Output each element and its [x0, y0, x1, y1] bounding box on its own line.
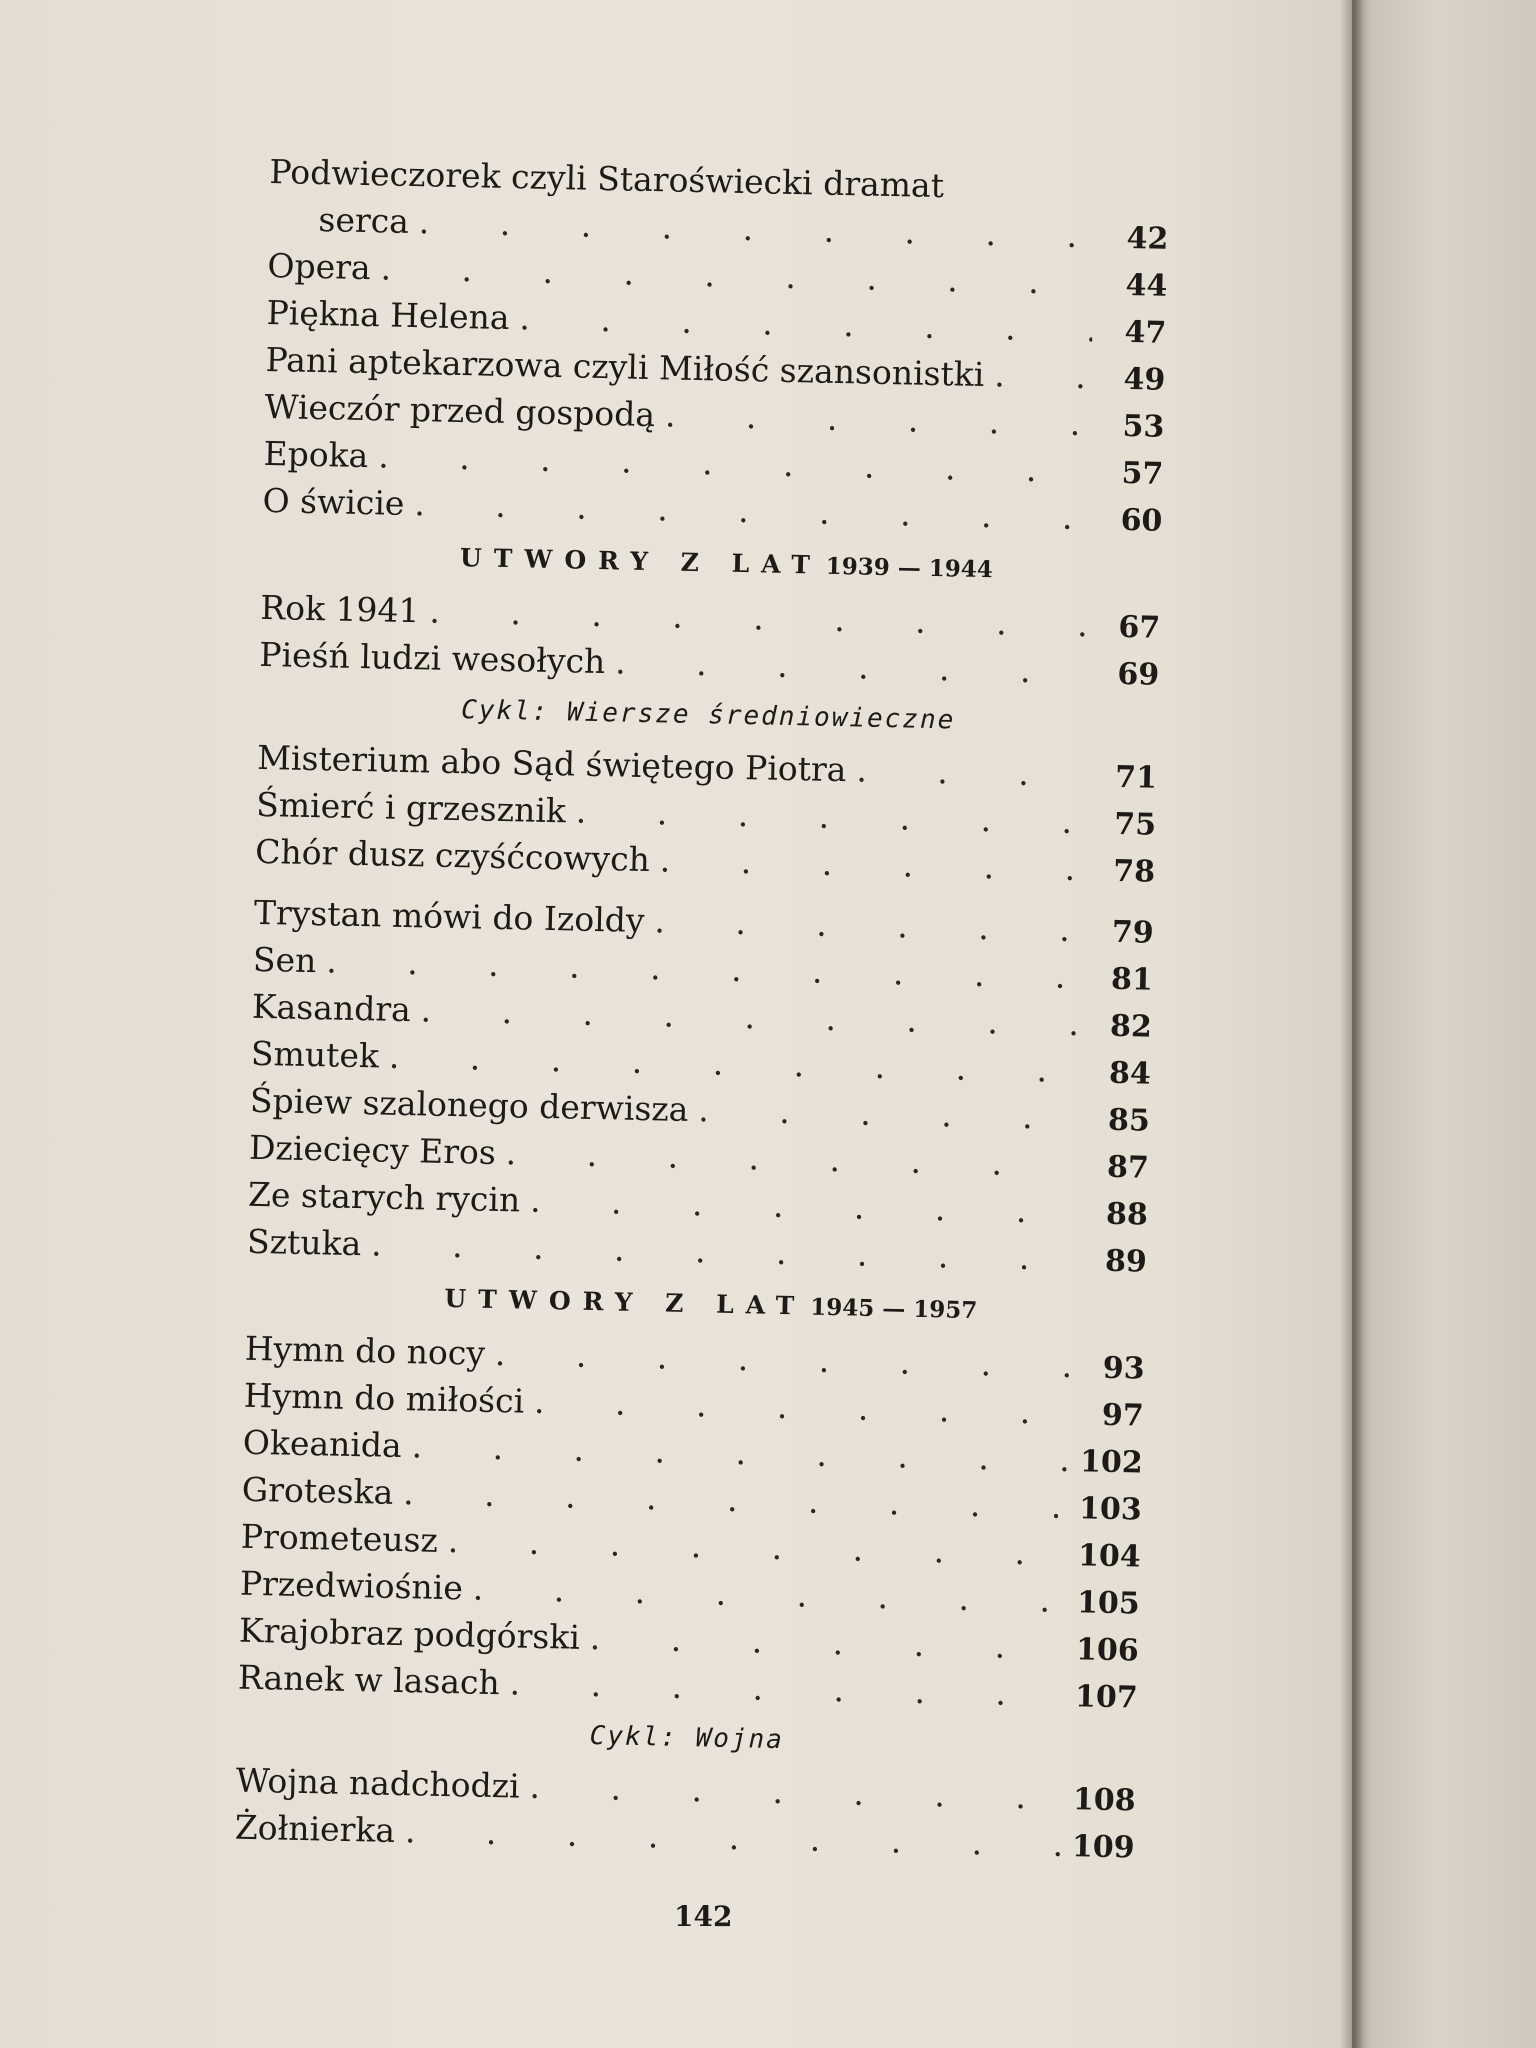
toc-group [262, 195, 1169, 543]
entry-title: Prometeusz [240, 1516, 439, 1560]
entry-title: Opera [267, 245, 372, 288]
entry-page-number: 71 [1114, 759, 1158, 796]
entry-title: Ranek w lasach [237, 1657, 501, 1703]
toc-group [255, 734, 1158, 894]
entry-page-number: 105 [1076, 1585, 1141, 1622]
entry-title: Smutek [250, 1033, 380, 1076]
entry-page-number: 75 [1113, 806, 1157, 843]
section-years: 1945 — 1957 [810, 1293, 978, 1325]
entry-page-number: 109 [1071, 1829, 1135, 1866]
entry-page-number: 53 [1122, 408, 1165, 445]
entry-title: Groteska [241, 1469, 394, 1512]
entry-page-number: 104 [1077, 1538, 1142, 1575]
entry-page-number: 85 [1107, 1102, 1151, 1139]
entry-page-number: 67 [1118, 609, 1161, 646]
entry-page-number: 60 [1120, 502, 1163, 539]
entry-title: Przedwiośnie [239, 1563, 464, 1608]
entry-page-number: 89 [1104, 1243, 1148, 1280]
entry-page-number: 81 [1110, 961, 1154, 998]
toc-entry-title-line: Podwieczorek czyli Staroświecki dramat [269, 151, 945, 206]
entry-title: O świcie [262, 480, 405, 523]
cycle-heading: Cykl: Wiersze średniowieczne [460, 695, 956, 736]
entry-title: Wieczór przed gospodą [264, 386, 656, 435]
entry-page-number: 88 [1105, 1196, 1149, 1233]
entry-title: Pieśń ludzi wesołych [258, 634, 606, 682]
entry-title: Piękna Helena [266, 292, 510, 338]
entry-page-number: 103 [1078, 1491, 1143, 1528]
entry-title: Rok 1941 [259, 587, 420, 631]
toc-group [247, 889, 1155, 1284]
entry-title: Sztuka [246, 1221, 362, 1264]
entry-title: serca [318, 200, 410, 241]
entry-page-number: 93 [1102, 1350, 1145, 1387]
entry-title: Śpiew szalonego derwisza [249, 1080, 689, 1129]
toc-group [234, 1757, 1136, 1870]
entry-title: Ze starych rycin [247, 1174, 521, 1220]
toc-group [259, 584, 1161, 697]
entry-title: Hymn do nocy [244, 1328, 486, 1373]
entry-page-number: 82 [1109, 1008, 1153, 1045]
entry-page-number: 78 [1112, 853, 1156, 890]
entry-title: Hymn do miłości [243, 1375, 525, 1421]
entry-title: Krajobraz podgórski [238, 1610, 581, 1657]
entry-page-number: 102 [1079, 1444, 1144, 1481]
dot-leader [698, 1086, 1076, 1141]
entry-title: Chór dusz czyśćcowych [254, 831, 651, 880]
entry-title: Kasandra [251, 986, 412, 1030]
entry-page-number: 108 [1072, 1782, 1136, 1819]
dot-leader [659, 836, 1081, 892]
toc-group [237, 1325, 1145, 1720]
entry-title: Wojna nadchodzi [235, 1760, 521, 1806]
entry-page-number: 97 [1101, 1397, 1145, 1434]
cycle-heading: Cykl: Wojna [589, 1721, 785, 1756]
section-label: UTWORY Z LAT [444, 1283, 807, 1321]
dot-leader [856, 746, 1084, 798]
entry-title: Okeanida [242, 1422, 403, 1466]
dot-leader [994, 351, 1092, 400]
entry-page-number: 49 [1123, 361, 1166, 398]
section-label: UTWORY Z LAT [459, 543, 823, 580]
entry-title: Dziecięcy Eros [248, 1127, 497, 1172]
entry-title: Trystan mówi do Izoldy [253, 892, 645, 941]
facing-page [1352, 0, 1536, 2048]
entry-title: Epoka [263, 433, 369, 476]
page-number: 142 [674, 1900, 733, 1933]
entry-page-number: 79 [1111, 914, 1155, 951]
entry-title: Śmierć i grzesznik [255, 784, 567, 831]
book-gutter [1340, 0, 1364, 2048]
entry-page-number: 44 [1125, 267, 1168, 304]
entry-title: Sen [252, 939, 317, 981]
entry-title: Żołnierka [234, 1807, 396, 1850]
entry-page-number: 57 [1121, 455, 1164, 492]
entry-page-number: 106 [1075, 1632, 1140, 1669]
entry-page-number: 87 [1106, 1149, 1150, 1186]
entry-title: Pani aptekarzowa czyli Miłość szansonistki [265, 339, 985, 395]
table-of-contents [234, 148, 1169, 1869]
entry-page-number: 69 [1117, 656, 1160, 693]
section-years: 1939 — 1944 [825, 552, 994, 584]
entry-title: Misterium abo Sąd świętego Piotra [256, 737, 847, 790]
entry-page-number: 84 [1108, 1055, 1152, 1092]
entry-page-number: 42 [1126, 220, 1169, 257]
entry-page-number: 107 [1074, 1679, 1139, 1716]
entry-page-number: 47 [1124, 314, 1167, 351]
